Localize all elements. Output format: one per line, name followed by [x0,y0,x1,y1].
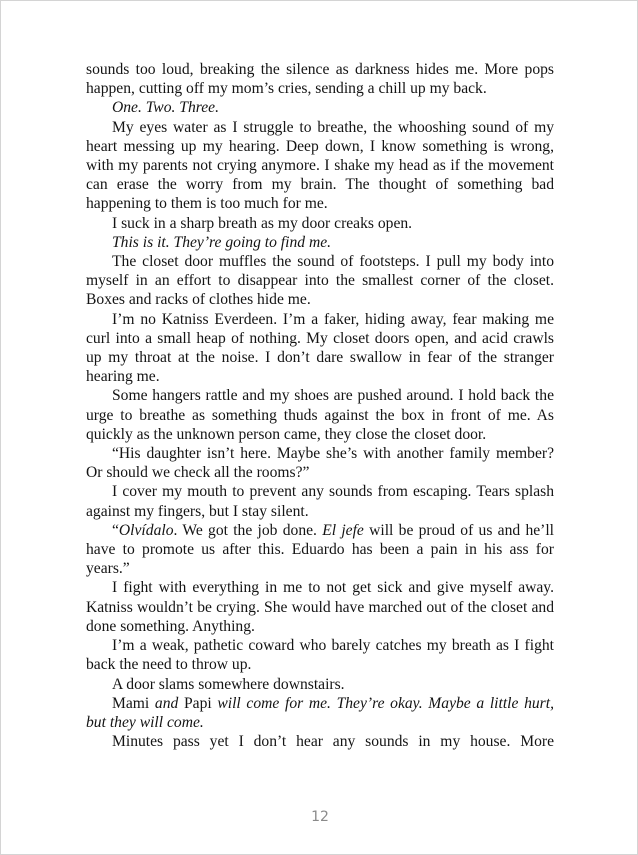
paragraph [86,214,554,233]
text-run: I’m no Katniss Everdeen. I’m a faker, hiding away, fear making me curl into a small heap of nothing. My closet doors open, and acid crawls up my throat at the noise. I don’t dare swallow in fear of the stranger hearing me. [86,310,554,386]
paragraph [86,675,554,694]
text-run: “ [112,521,119,539]
text-run: Minutes pass yet I don’t hear any sounds in my house. More [112,733,554,751]
paragraph [86,252,554,310]
paragraph [86,694,554,732]
text-run: Mami [112,694,155,712]
italic-text: will come for me. They’re okay. Maybe a little hurt, but they will come. [86,694,554,731]
paragraph [86,233,554,252]
body-text [86,60,554,751]
italic-text: El jefe [322,521,364,539]
paragraph [86,521,554,579]
text-run: My eyes water as I struggle to breathe, the whooshing sound of my heart messing up my hearing. Deep down, I know something is wrong, with my parents not crying anymore. I shake my head as if the movement can erase the worry from my brain. The thought of something bad happening to them is too much for me. [86,118,554,213]
paragraph [86,732,554,751]
text-run: I cover my mouth to prevent any sounds from escaping. Tears splash against my fingers, but I stay silent. [86,483,554,520]
paragraph [86,386,554,444]
paragraph [86,310,554,387]
paragraph [86,578,554,636]
paragraph [86,118,554,214]
text-run: will be proud of us and he’ll have to promote us after this. Eduardo has been a pain in his ass for years.” [86,521,555,578]
text-run: A door slams somewhere downstairs. [112,675,345,693]
text-run: sounds too loud, breaking the silence as darkness hides me. More pops happen, cutting off my mom’s cries, sending a chill up my back. [86,61,554,98]
italic-text: Olvídalo [118,521,174,539]
paragraph [86,482,554,520]
italic-text: This is it. They’re going to find me. [112,233,332,251]
paragraph [86,636,554,674]
text-run: I fight with everything in me to not get sick and give myself away. Katniss wouldn’t be crying. She would have marched out of the closet and done something. Anything. [86,579,554,635]
italic-text: and [154,694,179,712]
text-run: Some hangers rattle and my shoes are pushed around. I hold back the urge to breathe as something thuds against the box in front of me. As quickly as the unknown person came, they close the closet door. [86,387,554,443]
text-run: I’m a weak, pathetic coward who barely catches my breath as I fight back the need to throw up. [86,637,554,674]
italic-text: One. Two. Three. [112,99,219,117]
paragraph [86,60,554,98]
text-run: . We got the job done. [173,521,323,539]
text-run: Papi [178,694,218,712]
paragraph [86,98,554,117]
text-run: “His daughter isn’t here. Maybe she’s with another family member? Or should we check all the rooms?” [86,445,554,482]
paragraph [86,444,554,482]
text-run: The closet door muffles the sound of footsteps. I pull my body into myself in an effort to disappear into the smallest corner of the closet. Boxes and racks of clothes hide me. [86,253,554,309]
page-number: 12 [311,809,329,825]
text-run: I suck in a sharp breath as my door creaks open. [112,214,413,232]
